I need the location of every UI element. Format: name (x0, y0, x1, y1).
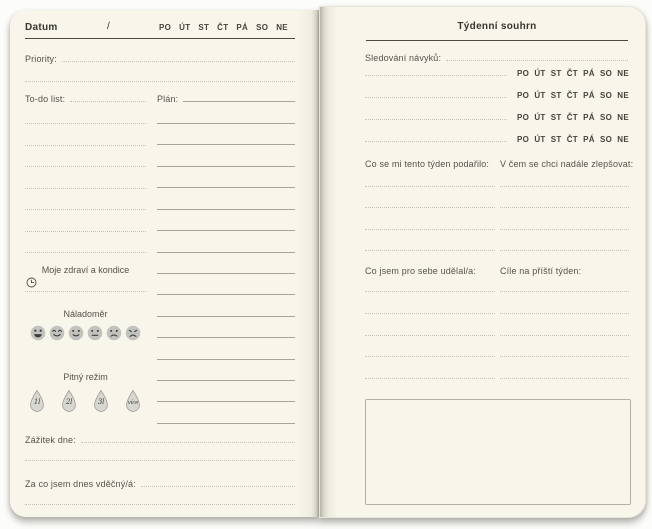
water-drop-icon (92, 389, 110, 413)
ruled-line (157, 209, 295, 210)
habit-tracking-label: Sledování návyků: (365, 53, 442, 63)
day-label: PO (517, 135, 530, 144)
ruled-line (157, 423, 295, 424)
water-section-title: Pitný režim (63, 372, 108, 382)
ruled-line (365, 313, 495, 314)
plan-lines (157, 123, 295, 424)
ruled-line (25, 231, 146, 232)
day-label: ČT (566, 69, 578, 78)
neutral-face-icon (87, 325, 103, 342)
ruled-line (25, 123, 146, 124)
day-label: NE (276, 23, 288, 32)
day-label: NE (617, 69, 629, 78)
ruled-line (157, 252, 295, 253)
write-in-line (81, 442, 295, 443)
day-label: SO (599, 91, 613, 100)
day-label: NE (617, 91, 629, 100)
write-in-line (365, 141, 507, 142)
gratitude-label: Za co jsem dnes vděčný/á: (25, 479, 136, 489)
write-in-line (70, 101, 146, 102)
day-label: ST (550, 113, 562, 122)
ruled-line (365, 335, 495, 336)
ruled-line (157, 294, 295, 295)
weekday-header-row (159, 23, 288, 32)
day-label: ST (550, 69, 562, 78)
ruled-line (365, 229, 495, 230)
day-label: ÚT (179, 23, 191, 32)
write-in-line (25, 460, 295, 461)
day-label: PO (517, 91, 530, 100)
day-label: ÚT (534, 91, 546, 100)
page-title: Týdenní souhrn (457, 21, 537, 32)
grin-face-icon (30, 325, 46, 342)
ruled-line (365, 356, 495, 357)
day-label: ÚT (534, 113, 546, 122)
question-goals-label: Cíle na příští týden: (500, 266, 582, 276)
weekday-row (517, 69, 629, 78)
question-for-myself-label: Co jsem pro sebe udělal/a: (365, 266, 476, 276)
ruled-line (157, 380, 295, 381)
day-label: ST (550, 135, 562, 144)
ruled-line (365, 186, 495, 187)
priority-row (25, 54, 295, 64)
title-rule (366, 40, 628, 41)
notes-box (365, 399, 631, 505)
ruled-line (500, 291, 629, 292)
ruled-line (157, 144, 295, 145)
ruled-line (157, 337, 295, 338)
experience-label: Zážitek dne: (25, 435, 76, 445)
ruled-line (365, 291, 495, 292)
ruled-line (500, 335, 629, 336)
weekday-row (517, 91, 629, 100)
question-improve-label: V čem se chci nadále zlepšovat: (500, 159, 634, 169)
write-in-line (25, 81, 295, 82)
left-page (10, 10, 319, 517)
ruled-line (500, 250, 629, 251)
smile-face-icon (68, 325, 84, 342)
clock-icon (26, 277, 37, 288)
date-separator: / (107, 21, 110, 32)
answer-lines-goals (500, 291, 629, 379)
day-label: PÁ (583, 113, 595, 122)
water-option-label: 3l (97, 398, 105, 406)
ruled-line (500, 313, 629, 314)
health-section-title: Moje zdraví a kondice (41, 265, 130, 275)
ruled-line (25, 209, 146, 210)
ruled-line (365, 378, 495, 379)
ruled-line (157, 316, 295, 317)
day-label: SO (599, 113, 613, 122)
habit-row (363, 65, 629, 78)
ruled-line (157, 187, 295, 188)
ruled-line (500, 378, 629, 379)
water-option-label: 1l (33, 398, 41, 406)
write-in-line (446, 60, 628, 61)
day-label: SO (599, 135, 613, 144)
sad-face-icon (106, 325, 122, 342)
weekday-row (517, 113, 629, 122)
write-in-line (141, 486, 295, 487)
ruled-line (500, 186, 629, 187)
day-label: NE (617, 135, 629, 144)
write-in-line (183, 101, 295, 102)
ruled-line (157, 123, 295, 124)
experience-row (25, 435, 295, 445)
ruled-line (25, 252, 146, 253)
write-in-line (365, 119, 507, 120)
water-scale (28, 389, 142, 415)
day-label: PO (517, 69, 530, 78)
day-label: SO (599, 69, 613, 78)
day-label: ST (550, 91, 562, 100)
habit-row (363, 131, 629, 144)
habit-tracking-row (365, 53, 628, 63)
right-page (319, 6, 646, 518)
plan-row (157, 94, 295, 104)
day-label: SO (256, 23, 269, 32)
day-label: ČT (566, 113, 578, 122)
todo-lines (25, 123, 146, 253)
answer-lines-improve (500, 186, 629, 251)
priority-label: Priority: (25, 54, 57, 64)
write-in-line (25, 291, 146, 292)
ruled-line (500, 356, 629, 357)
day-label: ČT (217, 23, 229, 32)
ruled-line (157, 273, 295, 274)
mood-section-title: Náladoměr (63, 309, 108, 319)
water-option-label: více (127, 400, 139, 406)
write-in-line (365, 75, 507, 76)
day-label: NE (617, 113, 629, 122)
habit-row (363, 87, 629, 100)
day-label: ČT (566, 135, 578, 144)
angry-face-icon (125, 325, 141, 342)
todo-row (25, 94, 146, 104)
weekday-row (517, 135, 629, 144)
question-succeeded-label: Co se mi tento týden podařilo: (365, 159, 490, 169)
todo-label: To-do list: (25, 94, 66, 104)
gratitude-row (25, 479, 295, 489)
happy-face-icon (49, 325, 65, 342)
mood-scale (30, 325, 141, 342)
day-label: ST (198, 23, 210, 32)
water-option-label: 2l (65, 398, 73, 406)
ruled-line (25, 188, 146, 189)
day-label: PO (159, 23, 172, 32)
ruled-line (157, 230, 295, 231)
write-in-line (62, 61, 295, 62)
ruled-line (500, 229, 629, 230)
date-label: Datum (25, 22, 58, 33)
write-in-line (365, 97, 507, 98)
ruled-line (157, 166, 295, 167)
ruled-line (25, 145, 146, 146)
ruled-line (157, 401, 295, 402)
answer-lines-succeeded (365, 186, 495, 251)
day-label: PO (517, 113, 530, 122)
ruled-line (365, 207, 495, 208)
day-label: PÁ (236, 23, 249, 32)
water-drop-icon (28, 389, 46, 413)
day-label: ÚT (534, 135, 546, 144)
day-label: PÁ (583, 91, 595, 100)
ruled-line (365, 250, 495, 251)
day-label: PÁ (583, 135, 595, 144)
ruled-line (500, 207, 629, 208)
day-label: ČT (566, 91, 578, 100)
plan-label: Plán: (157, 94, 179, 104)
write-in-line (25, 504, 295, 505)
ruled-line (25, 166, 146, 167)
water-drop-icon (124, 389, 142, 413)
day-label: PÁ (583, 69, 595, 78)
day-label: ÚT (534, 69, 546, 78)
habit-row (363, 109, 629, 122)
header-rule (25, 38, 295, 39)
water-drop-icon (60, 389, 78, 413)
answer-lines-for-myself (365, 291, 495, 379)
ruled-line (157, 359, 295, 360)
